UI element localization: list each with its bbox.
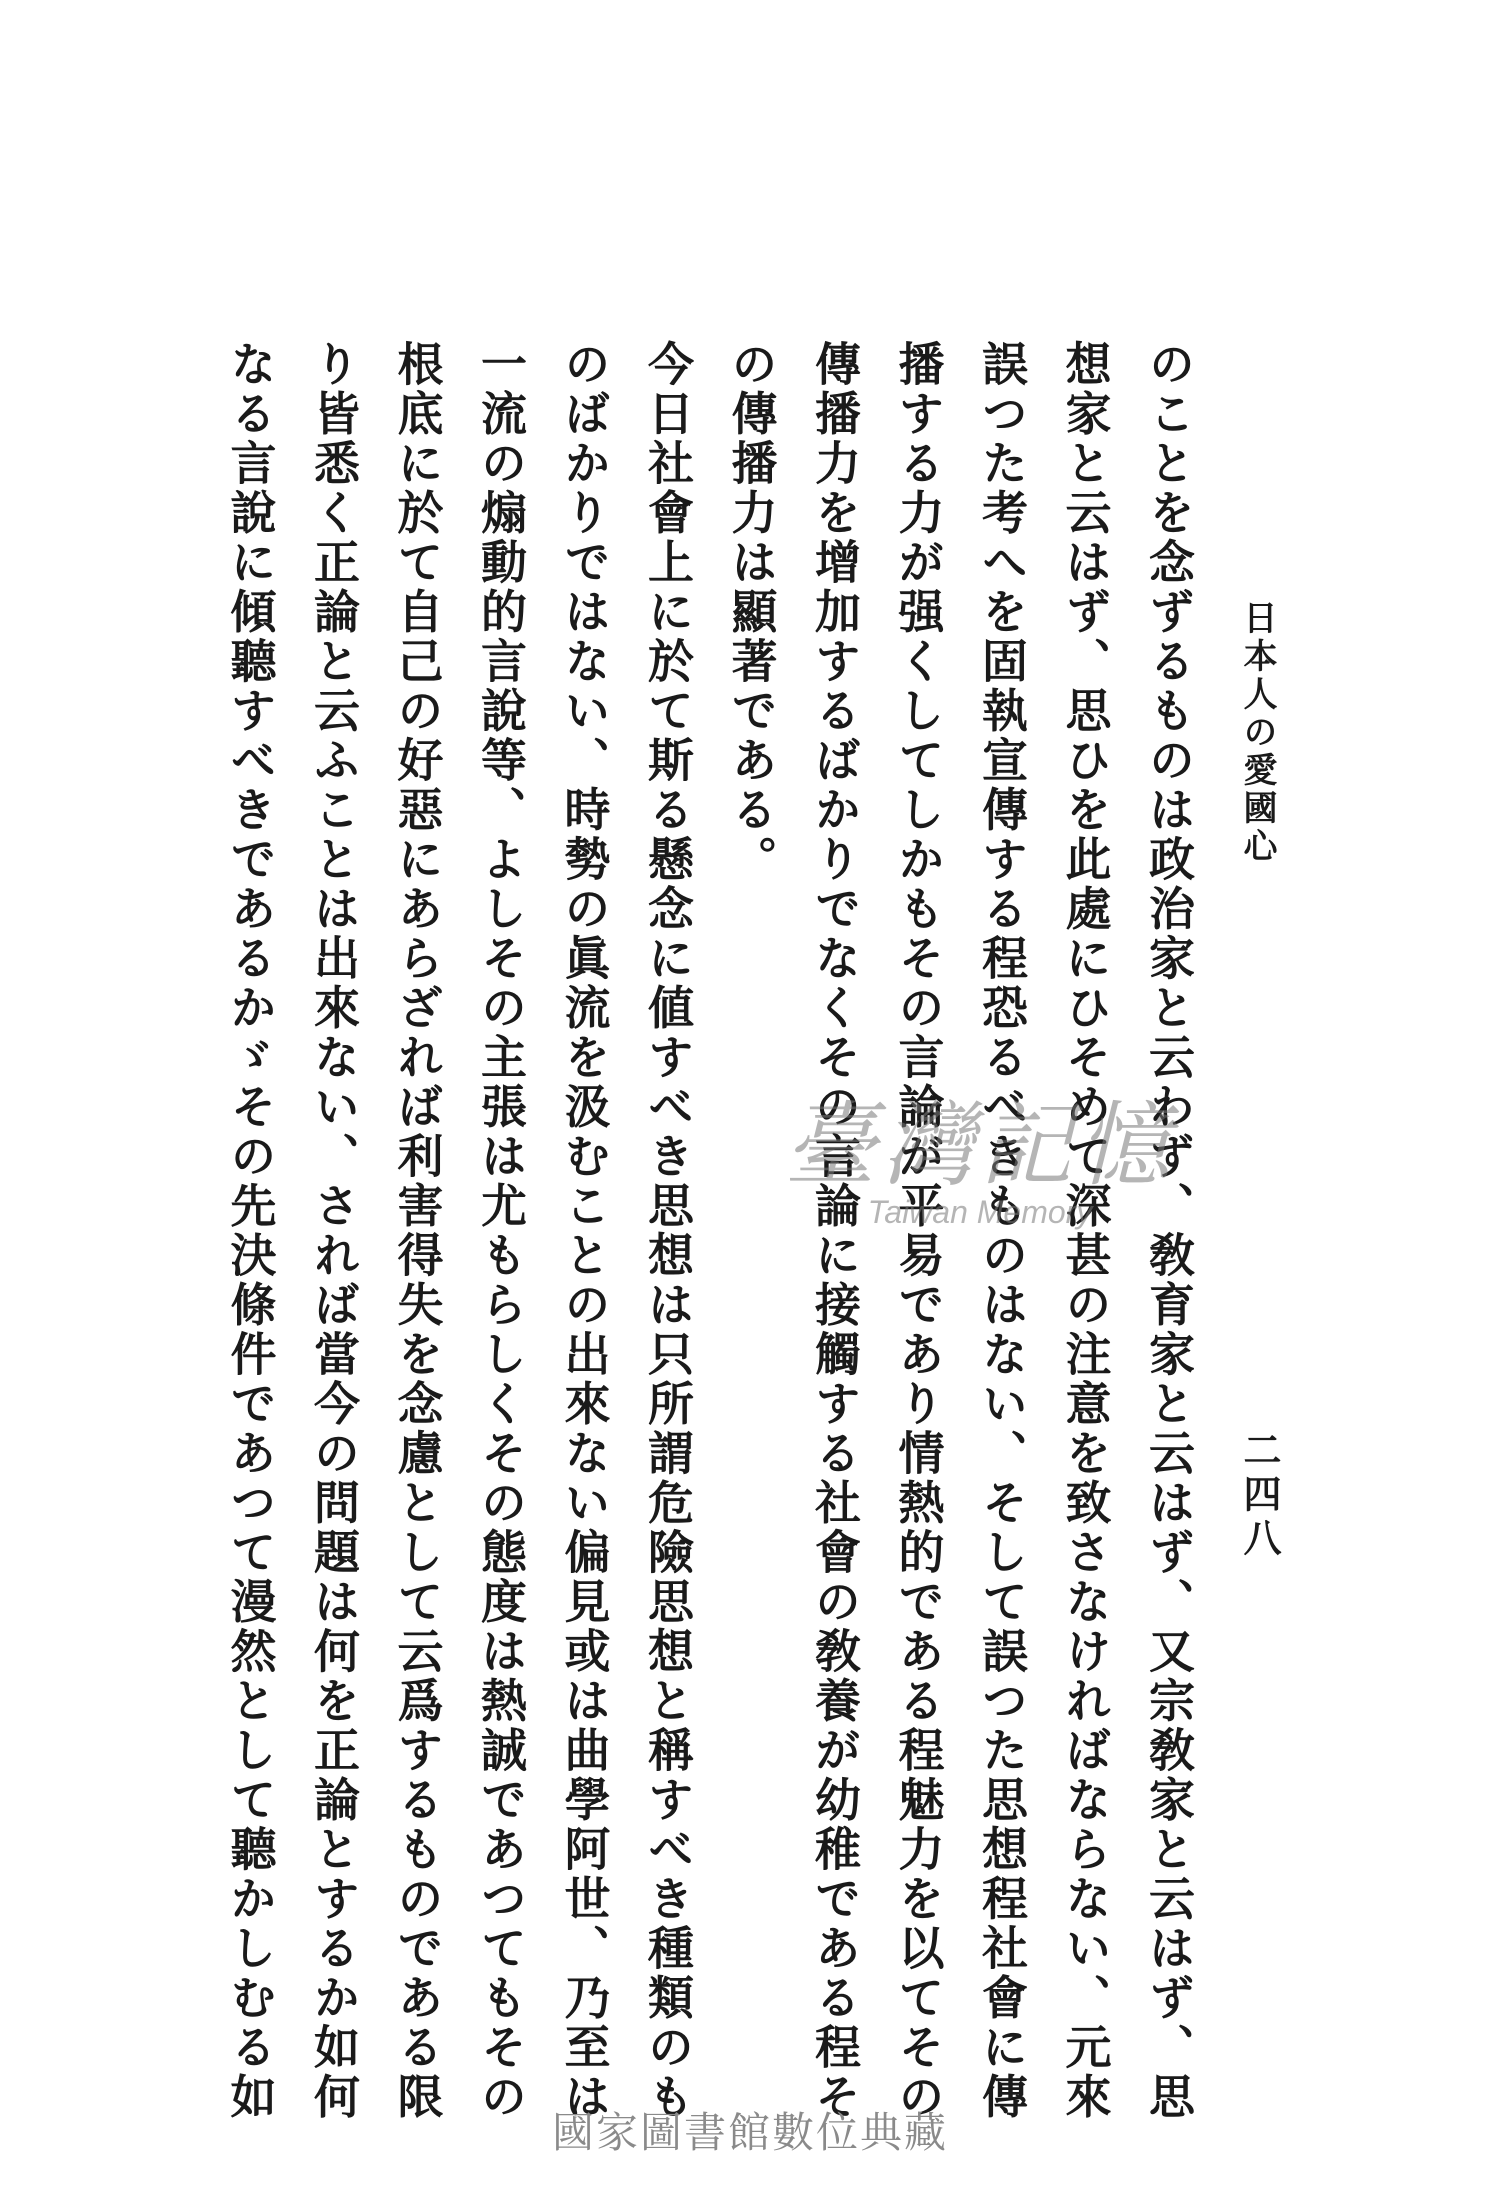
watermark-sub: Taiwan Memory — [867, 1194, 1093, 1230]
text-line: 根底に於て自己の好惡にあらざれば利害得失を念慮として云爲するものである限 — [390, 340, 445, 2122]
text-line: 今日社會上に於て斯る懸念に値すべき思想は只所謂危險思想と稱すべき種類のも — [641, 340, 695, 2122]
page-number: 二四八 — [1237, 1430, 1282, 1562]
text-line: のことを念ずるものは政治家と云わず、敎育家と云はず、又宗敎家と云はず、思 — [1142, 340, 1196, 2122]
collection-footer: 國家圖書館數位典藏 — [551, 2108, 948, 2157]
text-line: 傳播力を增加するばかりでなくその言論に接觸する社會の敎養が幼稚である程そ — [808, 340, 862, 2122]
text-line: 想家と云はず、思ひを此處にひそめて深甚の注意を致さなければならない、元來 — [1058, 340, 1113, 2122]
running-title: 日本人の愛國心 — [1237, 600, 1277, 866]
watermark-main: 臺灣記憶 — [783, 1092, 1176, 1199]
body-text — [210, 340, 1210, 2122]
text-line: 一流の煽動的言說等、よしその主張は尤もらしくその態度は熱誠であつてもその — [474, 340, 528, 2122]
text-line: り皆悉く正論と云ふことは出來ない、されば當今の問題は何を正論とするか如何 — [307, 340, 361, 2122]
text-line: なる言說に傾聽すべきであるかゞその先決條件であつて漫然として聽かしむる如 — [223, 340, 278, 2122]
text-line: のばかりではない、時勢の眞流を汲むことの出來ない偏見或は曲學阿世、乃至は — [557, 340, 612, 2122]
text-line: 播する力が强くしてしかもその言論が平易であり情熱的である程魅力を以てその — [891, 340, 946, 2122]
text-line: の傳播力は顯著である。 — [724, 340, 779, 885]
text-line: 誤つた考へを固執宣傳する程恐るべきものはない、そして誤つた思想程社會に傳 — [975, 340, 1029, 2122]
